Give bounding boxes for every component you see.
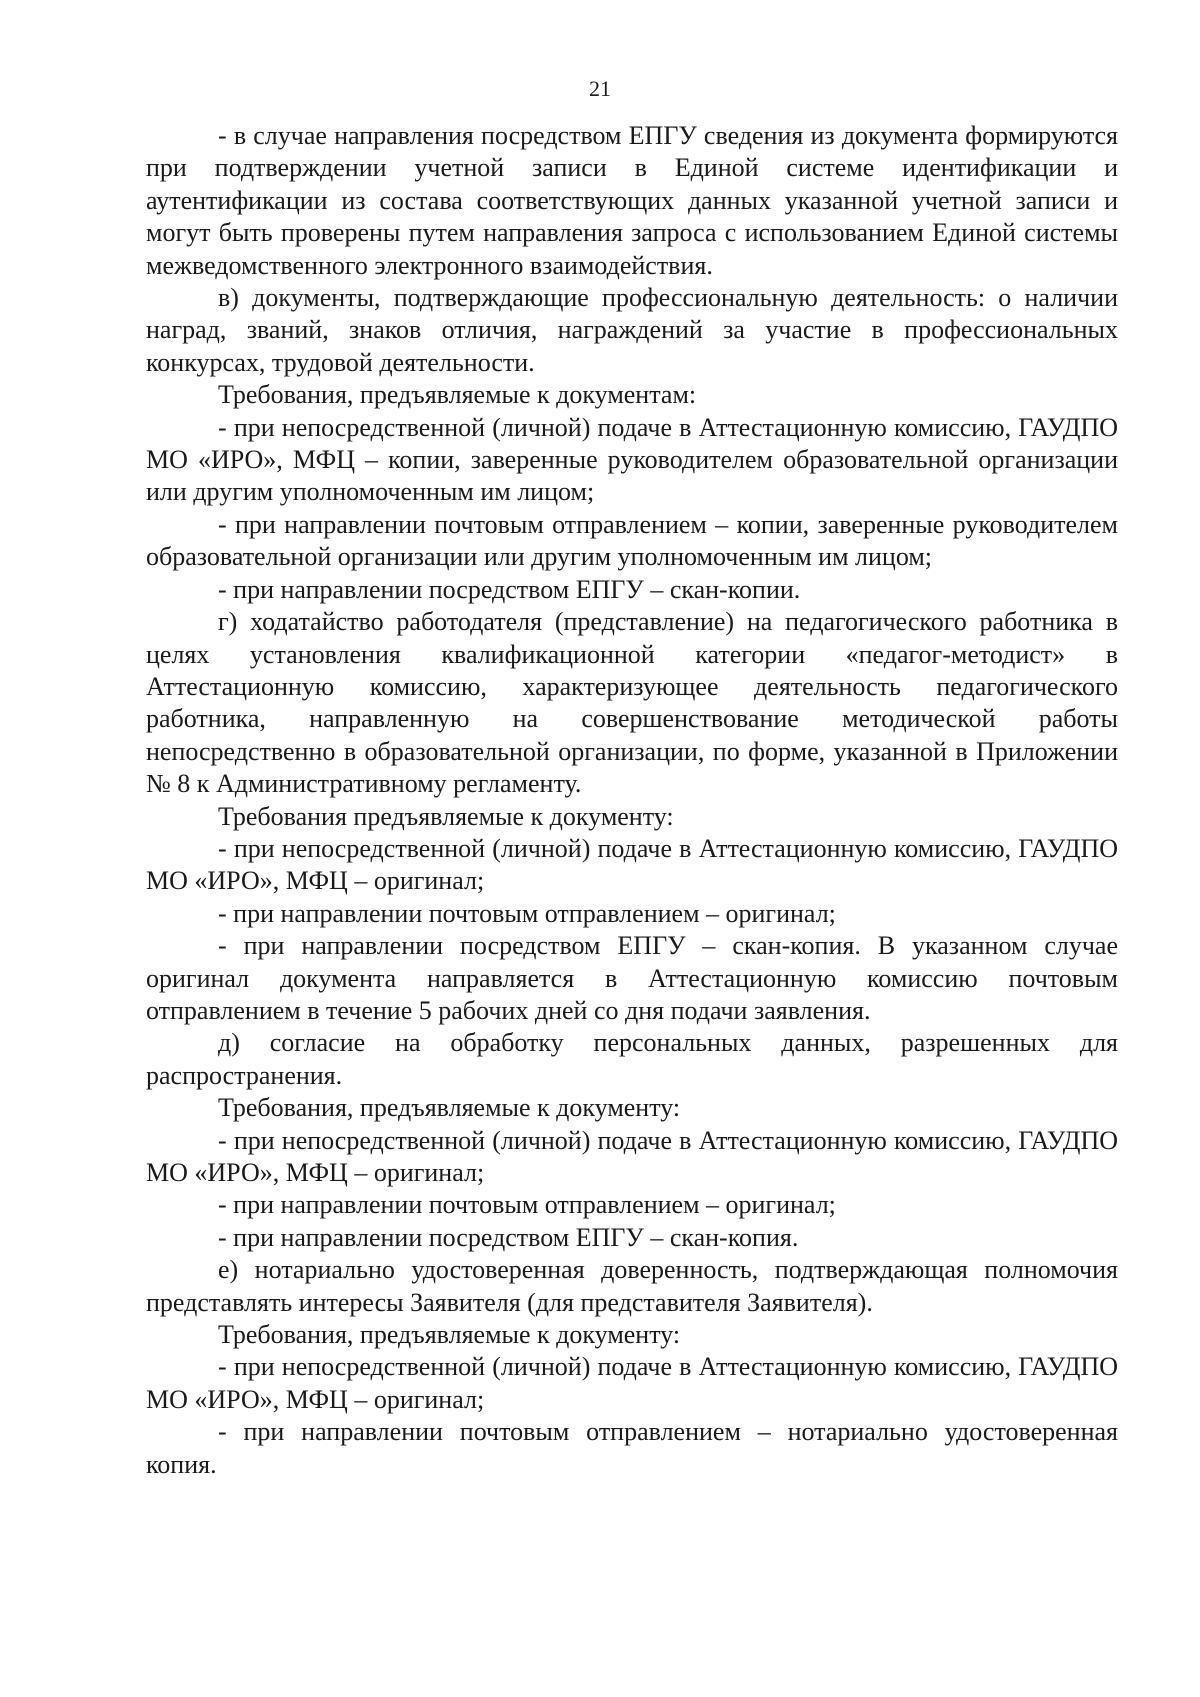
paragraph: в) документы, подтверждающие профессиональную деятельность: о наличии наград, званий, знаков отличия, награждений за участие в профессиональных конкурсах, трудовой деятельности.	[146, 283, 1118, 377]
paragraph: - при направлении почтовым отправлением – нотариально удостоверенная копия.	[146, 1417, 1118, 1479]
paragraph: Требования предъявляемые к документу:	[218, 801, 674, 831]
paragraph: Требования, предъявляемые к документу:	[218, 1320, 681, 1350]
paragraph: - при направлении почтовым отправлением – оригинал;	[218, 1190, 836, 1220]
paragraph: - при направлении почтовым отправлением – оригинал;	[218, 898, 836, 928]
paragraph: г) ходатайство работодателя (представление) на педагогического работника в целях установления квалификационной категории «педагог-методист» в Аттестационную комиссию, характеризующее деятельность педагогического работника, направленную на совершенствование методической работы непосредственно в образовательной организации, по форме, указанной в Приложении № 8 к Административному регламенту.	[146, 607, 1118, 799]
paragraph: Требования, предъявляемые к документу:	[218, 1093, 681, 1123]
document-body	[146, 120, 1118, 1481]
paragraph: Требования, предъявляемые к документам:	[218, 380, 697, 410]
paragraph: - при направлении посредством ЕПГУ – скан-копия.	[218, 1222, 799, 1252]
paragraph: е) нотариально удостоверенная доверенность, подтверждающая полномочия представлять интересы Заявителя (для представителя Заявителя).	[146, 1255, 1118, 1317]
paragraph: - при непосредственной (личной) подаче в Аттестационную комиссию, ГАУДПО МО «ИРО», МФЦ – оригинал;	[146, 1352, 1118, 1414]
paragraph: д) согласие на обработку персональных данных, разрешенных для распространения.	[146, 1028, 1118, 1090]
paragraph: - при направлении посредством ЕПГУ – скан-копия. В указанном случае оригинал документа направляется в Аттестационную комиссию почтовым отправлением в течение 5 рабочих дней со дня подачи заявления.	[146, 931, 1118, 1025]
paragraph: - при направлении почтовым отправлением – копии, заверенные руководителем образовательной организации или другим уполномоченным им лицом;	[146, 509, 1118, 572]
page-number: 21	[589, 76, 611, 101]
paragraph: - при непосредственной (личной) подаче в Аттестационную комиссию, ГАУДПО МО «ИРО», МФЦ – копии, заверенные руководителем образовательной организации или другим уполномоченным им лицом;	[146, 412, 1118, 507]
paragraph: - при непосредственной (личной) подаче в Аттестационную комиссию, ГАУДПО МО «ИРО», МФЦ – оригинал;	[146, 1125, 1118, 1187]
paragraph: - в случае направления посредством ЕПГУ сведения из документа формируются при подтверждении учетной записи в Единой системе идентификации и аутентификации из состава соответствующих данных указанной учетной записи и могут быть проверены путем направления запроса с использованием Единой системы межведомственного электронного взаимодействия.	[146, 121, 1118, 280]
paragraph: - при направлении посредством ЕПГУ – скан-копии.	[218, 574, 801, 604]
paragraph: - при непосредственной (личной) подаче в Аттестационную комиссию, ГАУДПО МО «ИРО», МФЦ – оригинал;	[146, 833, 1118, 896]
